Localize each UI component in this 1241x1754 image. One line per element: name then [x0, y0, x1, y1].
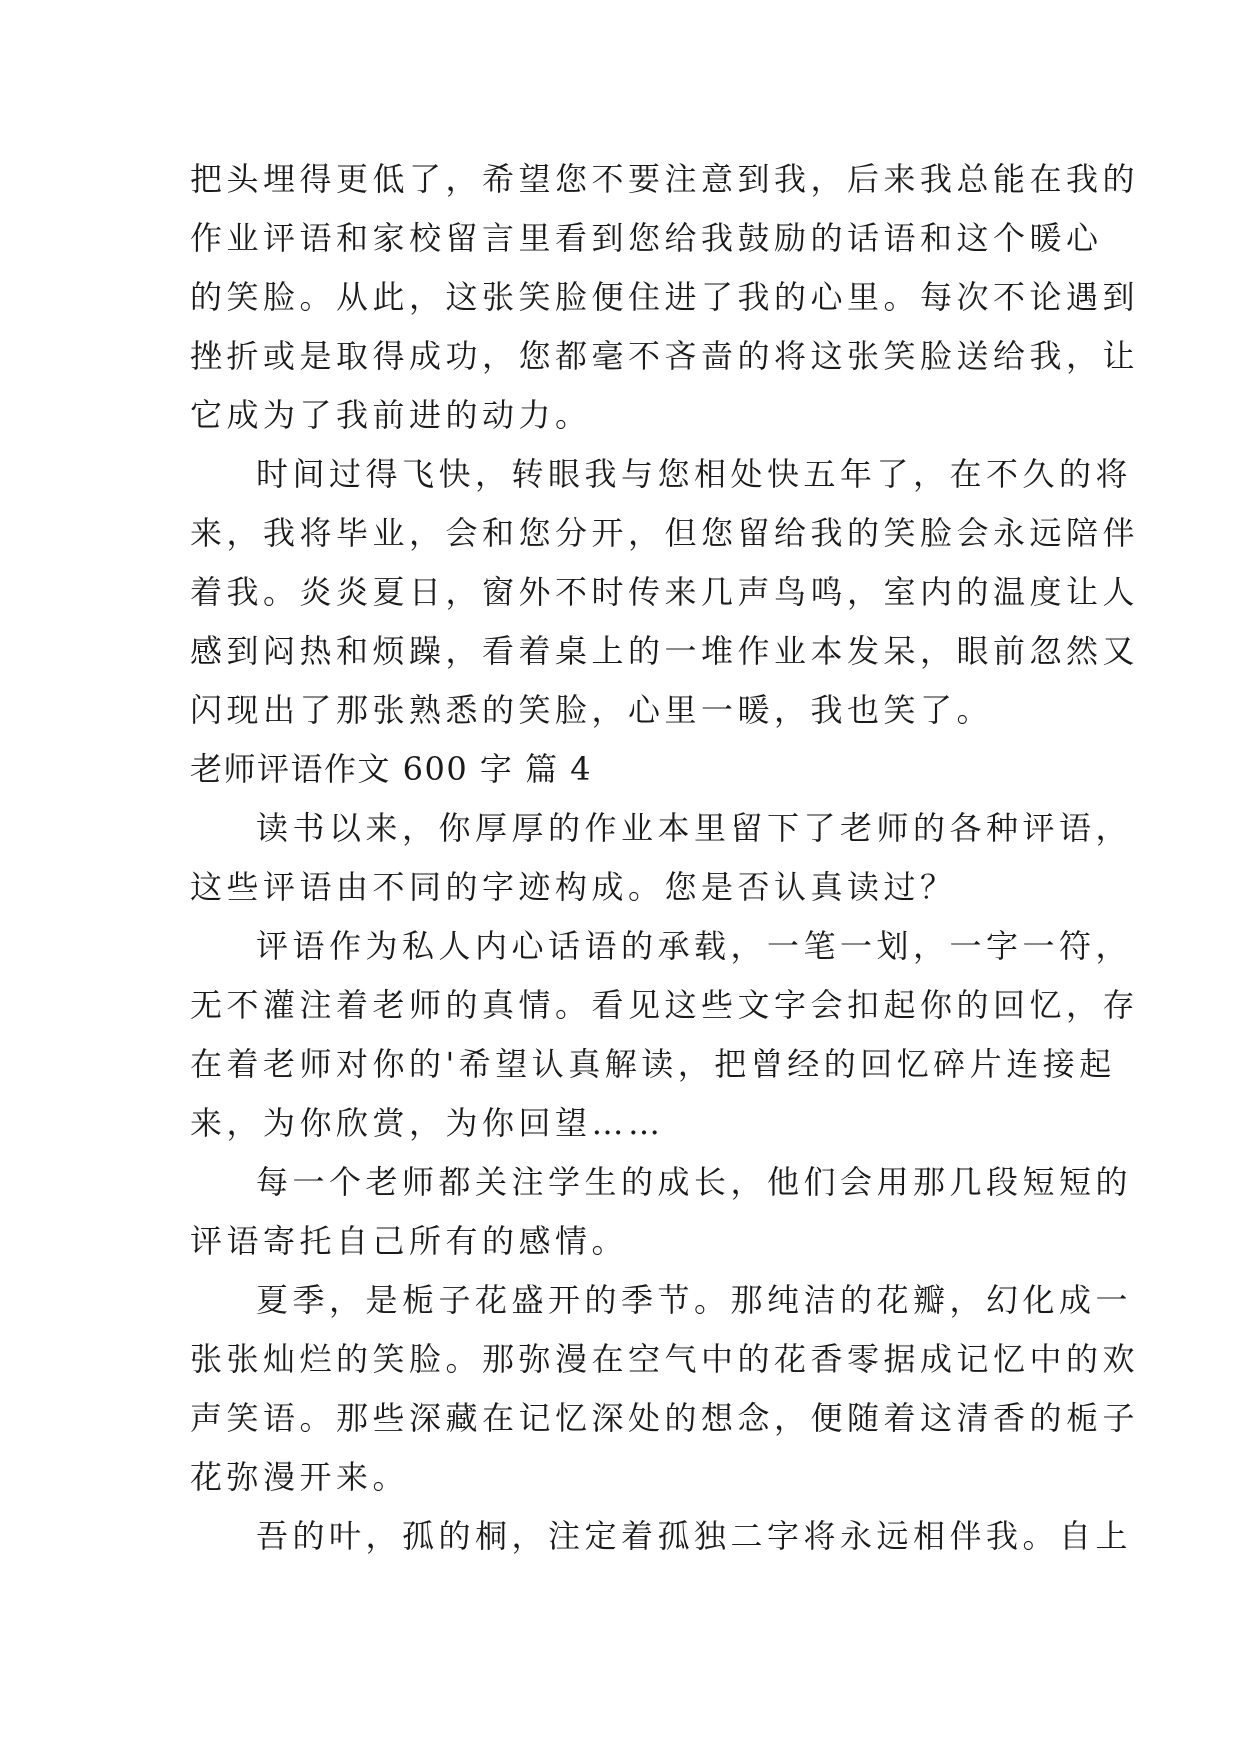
- text-line: 挫折或是取得成功，您都毫不吝啬的将这张笑脸送给我，让: [190, 337, 1140, 375]
- text-line: 声笑语。那些深藏在记忆深处的想念，便随着这清香的栀子: [190, 1399, 1140, 1437]
- text-line: 无不灌注着老师的真情。看见这些文字会扣起你的回忆，存: [190, 986, 1140, 1024]
- text-line: 评语作为私人内心话语的承载，一笔一划，一字一符，: [256, 927, 1133, 965]
- text-line: 评语寄托自己所有的感情。: [190, 1222, 629, 1260]
- text-line: 它成为了我前进的动力。: [190, 396, 592, 434]
- text-line: 闪现出了那张熟悉的笑脸，心里一暖，我也笑了。: [190, 691, 994, 729]
- text-line: 的笑脸。从此，这张笑脸便住进了我的心里。每次不论遇到: [190, 278, 1140, 316]
- text-line: 着我。炎炎夏日，窗外不时传来几声鸟鸣，室内的温度让人: [190, 573, 1140, 611]
- text-line: 时间过得飞快，转眼我与您相处快五年了，在不久的将: [256, 455, 1133, 493]
- text-line: 来，为你欣赏，为你回望……: [190, 1104, 665, 1142]
- text-line: 来，我将毕业，会和您分开，但您留给我的笑脸会永远陪伴: [190, 514, 1140, 552]
- text-line: 读书以来，你厚厚的作业本里留下了老师的各种评语，: [256, 809, 1133, 847]
- text-line: 在着老师对你的'希望认真解读，把曾经的回忆碎片连接起: [190, 1045, 1116, 1083]
- text-line: 把头埋得更低了，希望您不要注意到我，后来我总能在我的: [190, 160, 1140, 198]
- text-line: 张张灿烂的笑脸。那弥漫在空气中的花香零据成记忆中的欢: [190, 1340, 1140, 1378]
- section-heading: 老师评语作文 600 字 篇 4: [190, 750, 593, 788]
- text-line: 这些评语由不同的字迹构成。您是否认真读过？: [190, 868, 957, 906]
- text-line: 花弥漫开来。: [190, 1458, 410, 1496]
- text-line: 夏季，是栀子花盛开的季节。那纯洁的花瓣，幻化成一: [256, 1281, 1133, 1319]
- text-line: 每一个老师都关注学生的成长，他们会用那几段短短的: [256, 1163, 1133, 1201]
- text-line: 吾的叶，孤的桐，注定着孤独二字将永远相伴我。自上: [256, 1517, 1133, 1555]
- document-page: [190, 150, 1140, 1566]
- text-line: 感到闷热和烦躁，看着桌上的一堆作业本发呆，眼前忽然又: [190, 632, 1140, 670]
- text-line: 作业评语和家校留言里看到您给我鼓励的话语和这个暖心: [190, 219, 1103, 257]
